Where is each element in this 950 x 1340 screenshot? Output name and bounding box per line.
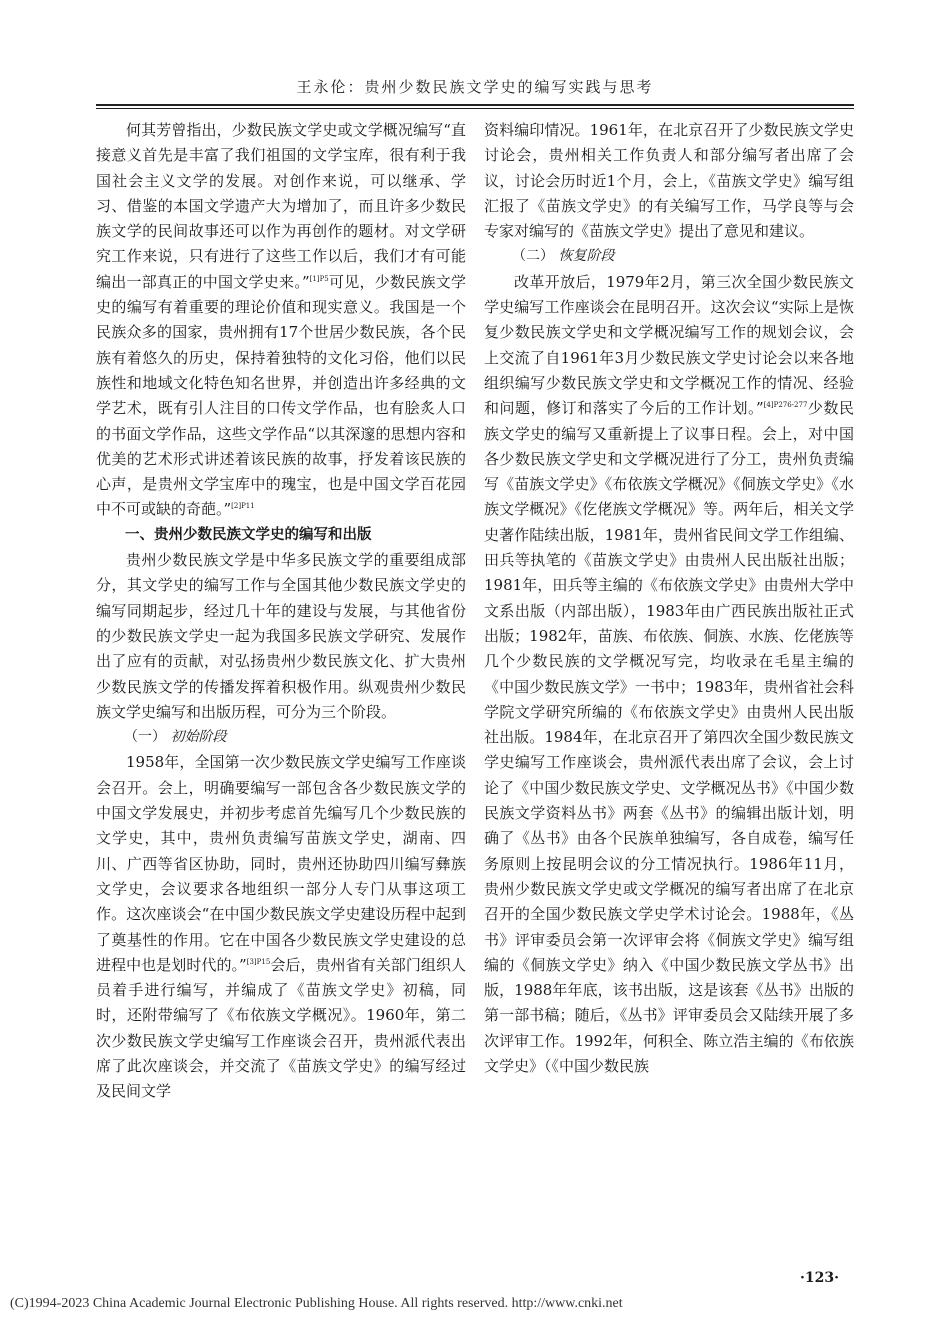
paragraph-initial-stage: 1958年，全国第一次少数民族文学史编写工作座谈会召开。会上，明确要编写一部包含各少数民族文学的中国文学发展史，并初步考虑首先编写几个少数民族的文学史，其中，贵州负责编写苗族文学史，湖南、四川、广西等省区协助，同时，贵州还协助四川编写彝族文学史，会议要求各地组织一部分人专门从事这项工作。这次座谈会“在中国少数民族文学史建设历程中起到了奠基性的作用。它在中国各少数民族文学史建设的总进程中也是划时代的。”$^{[3]P15}$会后，贵州省有关部门组织人员着手进行编写，并编成了《苗族文学史》初稿，同时，还附带编写了《布依族文学概况》。1960年，第二次少数民族文学史编写工作座谈会召开，贵州派代表出席了此次座谈会，并交流了《苗族文学史》的编写经过及民间文学: [96, 753, 466, 1101]
left-column: [96, 118, 466, 1105]
citation-ref: [3]P15: [246, 957, 271, 966]
section-heading: 一、贵州少数民族文学史的编写和出版: [125, 526, 372, 543]
citation-ref: [1]P5: [309, 274, 329, 283]
paragraph-overview: 贵州少数民族文学是中华多民族文学的重要组成部分，其文学史的编写工作与全国其他少数民族文学史的编写同期起步，经过几十年的建设与发展，与其他省份的少数民族文学史一起为我国多民族文学研究、发展作出了应有的贡献，对弘扬贵州少数民族文化、扩大贵州少数民族文学的传播发挥着积极作用。纵观贵州少数民族文学史编写和出版历程，可分为三个阶段。: [96, 551, 466, 721]
paragraph-continued: 资料编印情况。1961年，在北京召开了少数民族文学史讨论会，贵州相关工作负责人和部分编写者出席了会议，讨论会历时近1个月，会上，《苗族文学史》编写组汇报了《苗族文学史》的有关编写工作，马学良等与会专家对编写的《苗族文学史》提出了意见和建议。: [484, 121, 854, 241]
subsection-heading-recovery: （二） 恢复阶段: [512, 248, 615, 265]
paragraph-recovery-stage: 改革开放后，1979年2月，第三次全国少数民族文学史编写工作座谈会在昆明召开。这次会议“实际上是恢复少数民族文学史和文学概况编写工作的规划会议，会上交流了自1961年3月少数民族文学史讨论会以来各地组织编写少数民族文学史和文学概况工作的情况、经验和问题，修订和落实了今后的工作计划。”$^{[4]P276-277}$少数民族文学史的编写又重新提上了议事日程。会上，对中国各少数民族文学史和文学概况进行了分工，贵州负责编写《苗族文学史》《布依族文学概况》《侗族文学史》《水族文学概况》《仡佬族文学概况》等。两年后，相关文学史著作陆续出版，1981年，贵州省民间文学工作组编、田兵等执笔的《苗族文学史》由贵州人民出版社出版；1981年，田兵等主编的《布依族文学史》由贵州大学中文系出版（内部出版），1983年由广西民族出版社正式出版；1982年，苗族、布依族、侗族、水族、仡佬族等几个少数民族的文学概况写完，均收录在毛星主编的《中国少数民族文学》一书中；1983年，贵州省社会科学院文学研究所编的《布依族文学史》由贵州人民出版社出版。1984年，在北京召开了第四次全国少数民族文学史编写工作座谈会，贵州派代表出席了会议，会上讨论了《中国少数民族文学史、文学概况丛书》《中国少数民族文学资料丛书》两套《丛书》的编辑出版计划，明确了《丛书》由各个民族单独编写，各自成卷，编写任务原则上按昆明会议的分工情况执行。1986年11月，贵州少数民族文学史或文学概况的编写者出席了在北京召开的全国少数民族文学史学术讨论会。1988年，《丛书》评审委员会第一次评审会将《侗族文学史》编写组编的《侗族文学史》纳入《中国少数民族文学丛书》出版，1988年年底，该书出版，这是该套《丛书》出版的第一部书稿；随后，《丛书》评审委员会又陆续开展了多次评审工作。1992年，何积全、陈立浩主编的《布依族文学史》（《中国少数民族: [484, 272, 854, 1075]
copyright-footer: (C)1994-2023 China Academic Journal Electronic Publishing House. All rights reserved. http://www.cnki.net: [10, 1296, 623, 1311]
citation-ref: [2]P11: [231, 502, 255, 511]
citation-ref: [4]P276-277: [763, 401, 808, 410]
running-header: 王永伦：贵州少数民族文学史的编写实践与思考: [296, 78, 654, 96]
paragraph-intro: 何其芳曾指出，少数民族文学史或文学概况编写“直接意义首先是丰富了我们祖国的文学宝库，很有利于我国社会主义文学的发展。对创作来说，可以继承、学习、借鉴的本国文学遗产大为增加了，而且许多少数民族文学的民间故事还可以作为再创作的题材。对文学研究工作来说，只有进行了这些工作以后，我们才有可能编出一部真正的中国文学史来。”$^{[1]P5}$可见，少数民族文学史的编写有着重要的理论价值和现实意义。我国是一个民族众多的国家，贵州拥有17个世居少数民族，各个民族有着悠久的历史，保持着独特的文化习俗，他们以民族性和地域文化特色知名世界，并创造出许多经典的文学艺术，既有引人注目的口传文学作品，也有脍炙人口的书面文学作品，这些文学作品“以其深邃的思想内容和优美的艺术形式讲述着该民族的故事，抒发着该民族的心声，是贵州文学宝库中的瑰宝，也是中国文学百花园中不可或缺的奇葩。”$^{[2]P11}$: [96, 121, 466, 519]
page-number: ·123·: [800, 1270, 839, 1286]
right-column: [484, 118, 854, 1079]
header-rule-thin: [96, 108, 854, 109]
header-rule-thick: [96, 104, 854, 106]
subsection-heading-initial: （一） 初始阶段: [124, 729, 227, 746]
